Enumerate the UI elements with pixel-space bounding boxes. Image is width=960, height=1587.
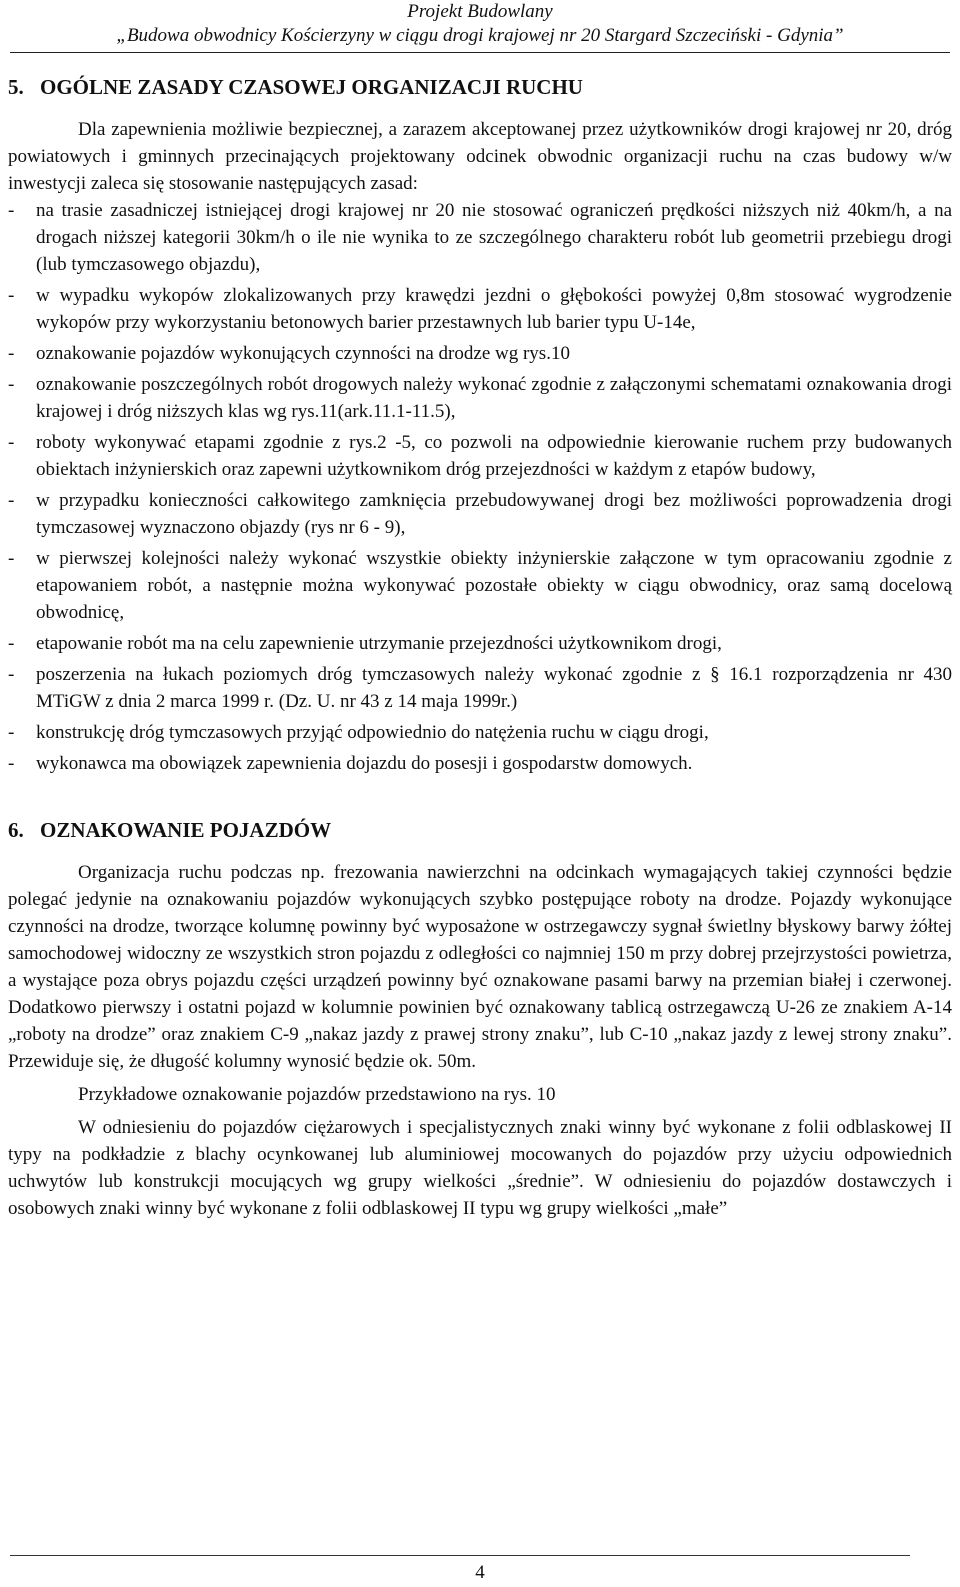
dash-bullet: -	[8, 548, 15, 569]
section-5-intro: Dla zapewnienia możliwie bezpiecznej, a zarazem akceptowanej przez użytkowników drogi krajowej nr 20, dróg powiatowych i gminnych przecinających projektowany odcinek obwodnic organizacji ruchu na czas budowy w/w inwestycji zaleca się stosowanie następujących zasad:	[8, 119, 952, 194]
section-5-title: OGÓLNE ZASADY CZASOWEJ ORGANIZACJI RUCHU	[40, 75, 583, 99]
section-6-paragraph-3: W odniesieniu do pojazdów ciężarowych i specjalistycznych znaki winny być wykonane z folii odblaskowej II typy na podkładzie z blachy ocynkowanej lub aluminiowej mocowanych do pojazdów przy użyciu odpowiednich uchwytów lub konstrukcji mocujących wg grupy wielkości „średnie”. W odniesieniu do pojazdów dostawczych i osobowych znaki winny być wykonane z folii odblaskowej II typu wg grupy wielkości „małe”	[8, 1117, 952, 1219]
list-item: - poszerzenia na łukach poziomych dróg tymczasowych należy wykonać zgodnie z § 16.1 rozporządzenia nr 430 MTiGW z dnia 2 marca 1999 r. (Dz. U. nr 43 z 14 maja 1999r.)	[8, 661, 952, 715]
section-5-heading	[8, 72, 952, 102]
section-6-heading	[8, 815, 952, 845]
dash-bullet: -	[8, 285, 15, 306]
dash-bullet: -	[8, 374, 15, 395]
list-item: - w wypadku wykopów zlokalizowanych przy krawędzi jezdni o głębokości powyżej 0,8m stosować wygrodzenie wykopów przy wykorzystaniu betonowych barier przestawnych lub barier typu U-14e,	[8, 282, 952, 336]
document-header	[0, 0, 960, 48]
list-item: - roboty wykonywać etapami zgodnie z rys.2 -5, co pozwoli na odpowiednie kierowanie ruchem przy budowanych obiektach inżynierskich oraz zapewni użytkownikom dróg przejezdności w każdym z etapów budowy,	[8, 429, 952, 483]
header-project-title: „Budowa obwodnicy Kościerzyny w ciągu drogi krajowej nr 20 Stargard Szczeciński - Gdynia”	[116, 25, 844, 46]
dash-bullet: -	[8, 200, 15, 221]
section-6-title: OZNAKOWANIE POJAZDÓW	[40, 818, 332, 842]
dash-bullet: -	[8, 753, 15, 774]
dash-bullet: -	[8, 490, 15, 511]
document-body	[8, 72, 952, 1222]
list-item: - wykonawca ma obowiązek zapewnienia dojazdu do posesji i gospodarstw domowych.	[8, 750, 952, 777]
footer-divider	[10, 1555, 910, 1556]
page-number: 4	[475, 1562, 485, 1583]
list-item: - w pierwszej kolejności należy wykonać wszystkie obiekty inżynierskie załączone w tym opracowaniu zgodnie z etapowaniem robót, a następnie można wykonywać pozostałe obiekty w ciągu obwodnicy, oraz samą docelową obwodnicę,	[8, 545, 952, 626]
dash-bullet: -	[8, 432, 15, 453]
dash-bullet: -	[8, 664, 15, 685]
header-divider	[10, 52, 950, 53]
list-item: - w przypadku konieczności całkowitego zamknięcia przebudowywanej drogi bez możliwości poprowadzenia drogi tymczasowej wyznaczono objazdy (rys nr 6 - 9),	[8, 487, 952, 541]
section-5-number: 5.	[8, 75, 24, 99]
section-5-rules-list	[8, 197, 952, 777]
dash-bullet: -	[8, 633, 15, 654]
list-item: - na trasie zasadniczej istniejącej drogi krajowej nr 20 nie stosować ograniczeń prędkości niższych niż 40km/h, a na drogach niższej kategorii 30km/h o ile nie wynika to ze szczególnego charakteru robót lub geometrii przebiegu drogi (lub tymczasowego objazdu),	[8, 197, 952, 278]
section-6-number: 6.	[8, 818, 24, 842]
list-item: - etapowanie robót ma na celu zapewnienie utrzymanie przejezdności użytkownikom drogi,	[8, 630, 952, 657]
dash-bullet: -	[8, 722, 15, 743]
list-item: - oznakowanie pojazdów wykonujących czynności na drodze wg rys.10	[8, 340, 952, 367]
section-6-paragraph-2: Przykładowe oznakowanie pojazdów przedstawiono na rys. 10	[78, 1084, 556, 1105]
dash-bullet: -	[8, 343, 15, 364]
list-item: - oznakowanie poszczególnych robót drogowych należy wykonać zgodnie z załączonymi schematami oznakowania drogi krajowej i dróg niższych klas wg rys.11(ark.11.1-11.5),	[8, 371, 952, 425]
header-project-type: Projekt Budowlany	[407, 1, 553, 22]
list-item: - konstrukcję dróg tymczasowych przyjąć odpowiednio do natężenia ruchu w ciągu drogi,	[8, 719, 952, 746]
section-6-paragraph-1: Organizacja ruchu podczas np. frezowania nawierzchni na odcinkach wymagających takiej czynności będzie polegać jedynie na oznakowaniu pojazdów wykonujących szybko postępujące roboty na drodze. Pojazdy wykonujące czynności na drodze, tworzące kolumnę powinny być wyposażone w ostrzegawczy sygnał świetlny błyskowy barwy żółtej samochodowej widoczny ze wszystkich stron pojazdu z odległości co najmniej 150 m przy dobrej przejrzystości powietrza, a wystające poza obrys pojazdu części urządzeń powinny być oznakowane pasami barwy na przemian białej i czerwonej. Dodatkowo pierwszy i ostatni pojazd w kolumnie powinien być oznakowany tablicą ostrzegawczą U-26 ze znakiem A-14 „roboty na drodze” oraz znakiem C-9 „nakaz jazdy z prawej strony znaku”, lub C-10 „nakaz jazdy z lewej strony znaku”. Przewiduje się, że długość kolumny wynosić będzie ok. 50m.	[8, 862, 952, 1072]
